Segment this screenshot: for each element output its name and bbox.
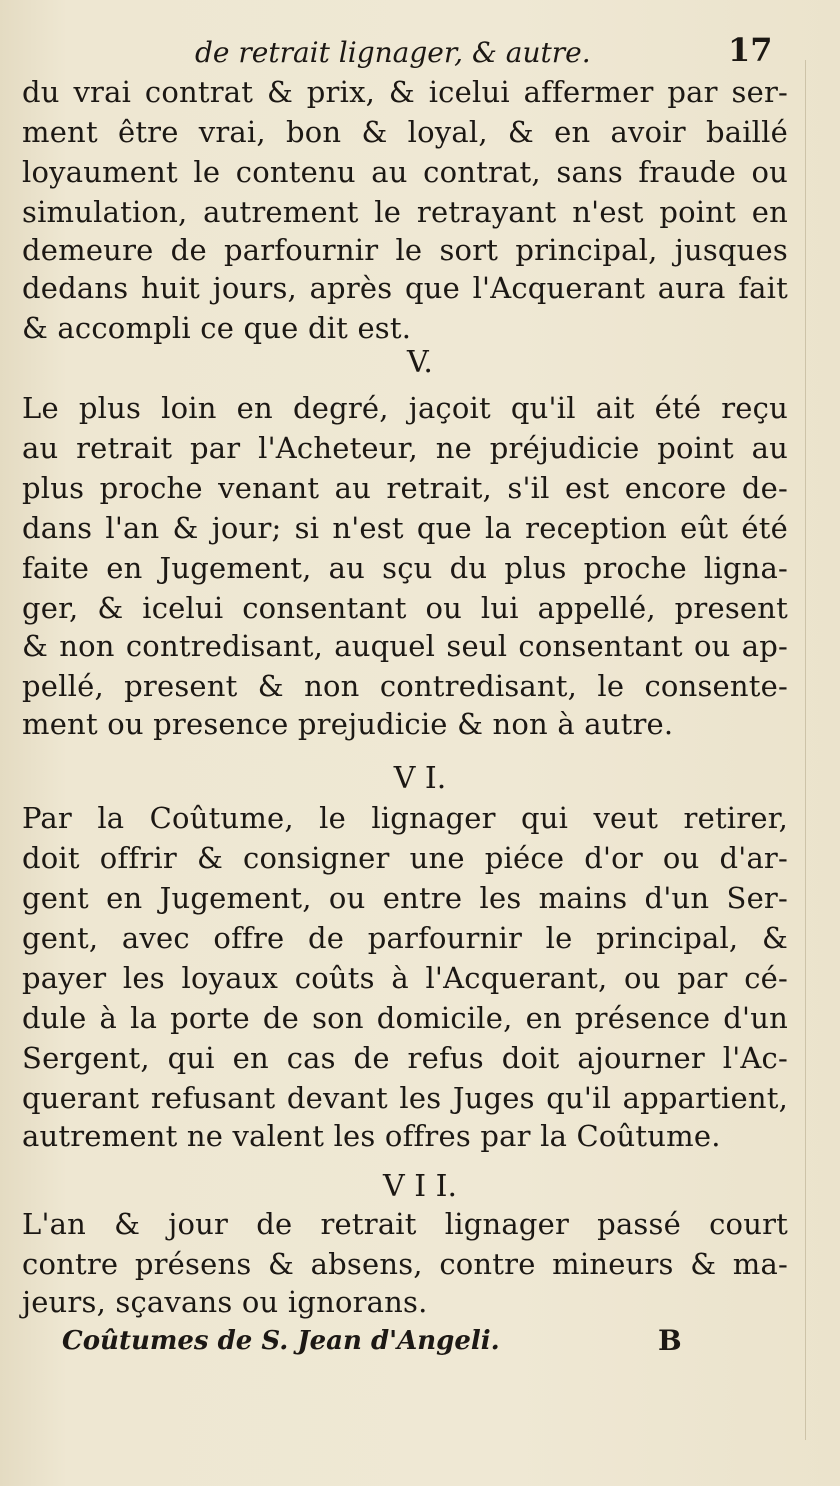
text-line: Par la Coûtume, le lignager qui veut retirer, [22, 801, 788, 835]
text-line: faite en Jugement, au sçu du plus proche ligna- [22, 551, 788, 585]
text-line: pellé, present & non contredisant, le consente- [22, 669, 788, 703]
text-line: doit offrir & consigner une piéce d'or ou d'ar- [22, 841, 788, 875]
article-heading-vii: V I I. [383, 1169, 457, 1204]
text-line: ment être vrai, bon & loyal, & en avoir baillé [22, 115, 788, 149]
text-line: au retrait par l'Acheteur, ne préjudicie point au [22, 431, 788, 465]
text-line: dedans huit jours, après que l'Acquerant aura fait [22, 271, 788, 305]
page-number: 17 [728, 31, 773, 69]
text-line: simulation, autrement le retrayant n'est point en [22, 195, 788, 229]
text-line: autrement ne valent les offres par la Coûtume. [22, 1119, 721, 1153]
text-line: contre présens & absens, contre mineurs & ma- [22, 1247, 788, 1281]
running-title: de retrait lignager, & autre. [195, 36, 591, 69]
text-line: querant refusant devant les Juges qu'il appartient, [22, 1081, 788, 1115]
text-line: Sergent, qui en cas de refus doit ajourner l'Ac- [22, 1041, 788, 1075]
text-line: gent en Jugement, ou entre les mains d'un Ser- [22, 881, 788, 915]
text-line: payer les loyaux coûts à l'Acquerant, ou par cé- [22, 961, 788, 995]
article-heading-v: V. [407, 345, 433, 380]
text-line: Le plus loin en degré, jaçoit qu'il ait été reçu [22, 391, 788, 425]
text-line: L'an & jour de retrait lignager passé court [22, 1207, 788, 1241]
article-heading-vi: V I. [393, 761, 447, 796]
text-line: & accompli ce que dit est. [22, 311, 412, 345]
text-line: plus proche venant au retrait, s'il est encore de- [22, 471, 788, 505]
catchline: Coûtumes de S. Jean d'Angeli. [62, 1326, 500, 1356]
page-edge-shadow [805, 60, 806, 1440]
text-line: demeure de parfournir le sort principal, jusques [22, 233, 788, 267]
text-line: ger, & icelui consentant ou lui appellé, present [22, 591, 788, 625]
signature-mark: B [658, 1324, 682, 1357]
text-line: loyaument le contenu au contrat, sans fraude ou [22, 155, 788, 189]
text-line: ment ou presence prejudicie & non à autre. [22, 707, 674, 741]
text-line: gent, avec offre de parfournir le principal, & [22, 921, 788, 955]
text-line: jeurs, sçavans ou ignorans. [22, 1285, 428, 1319]
text-line: dule à la porte de son domicile, en présence d'un [22, 1001, 788, 1035]
text-line: dans l'an & jour; si n'est que la reception eût été [22, 511, 788, 545]
text-line: du vrai contrat & prix, & icelui affermer par ser- [22, 75, 788, 109]
text-line: & non contredisant, auquel seul consentant ou ap- [22, 629, 788, 663]
